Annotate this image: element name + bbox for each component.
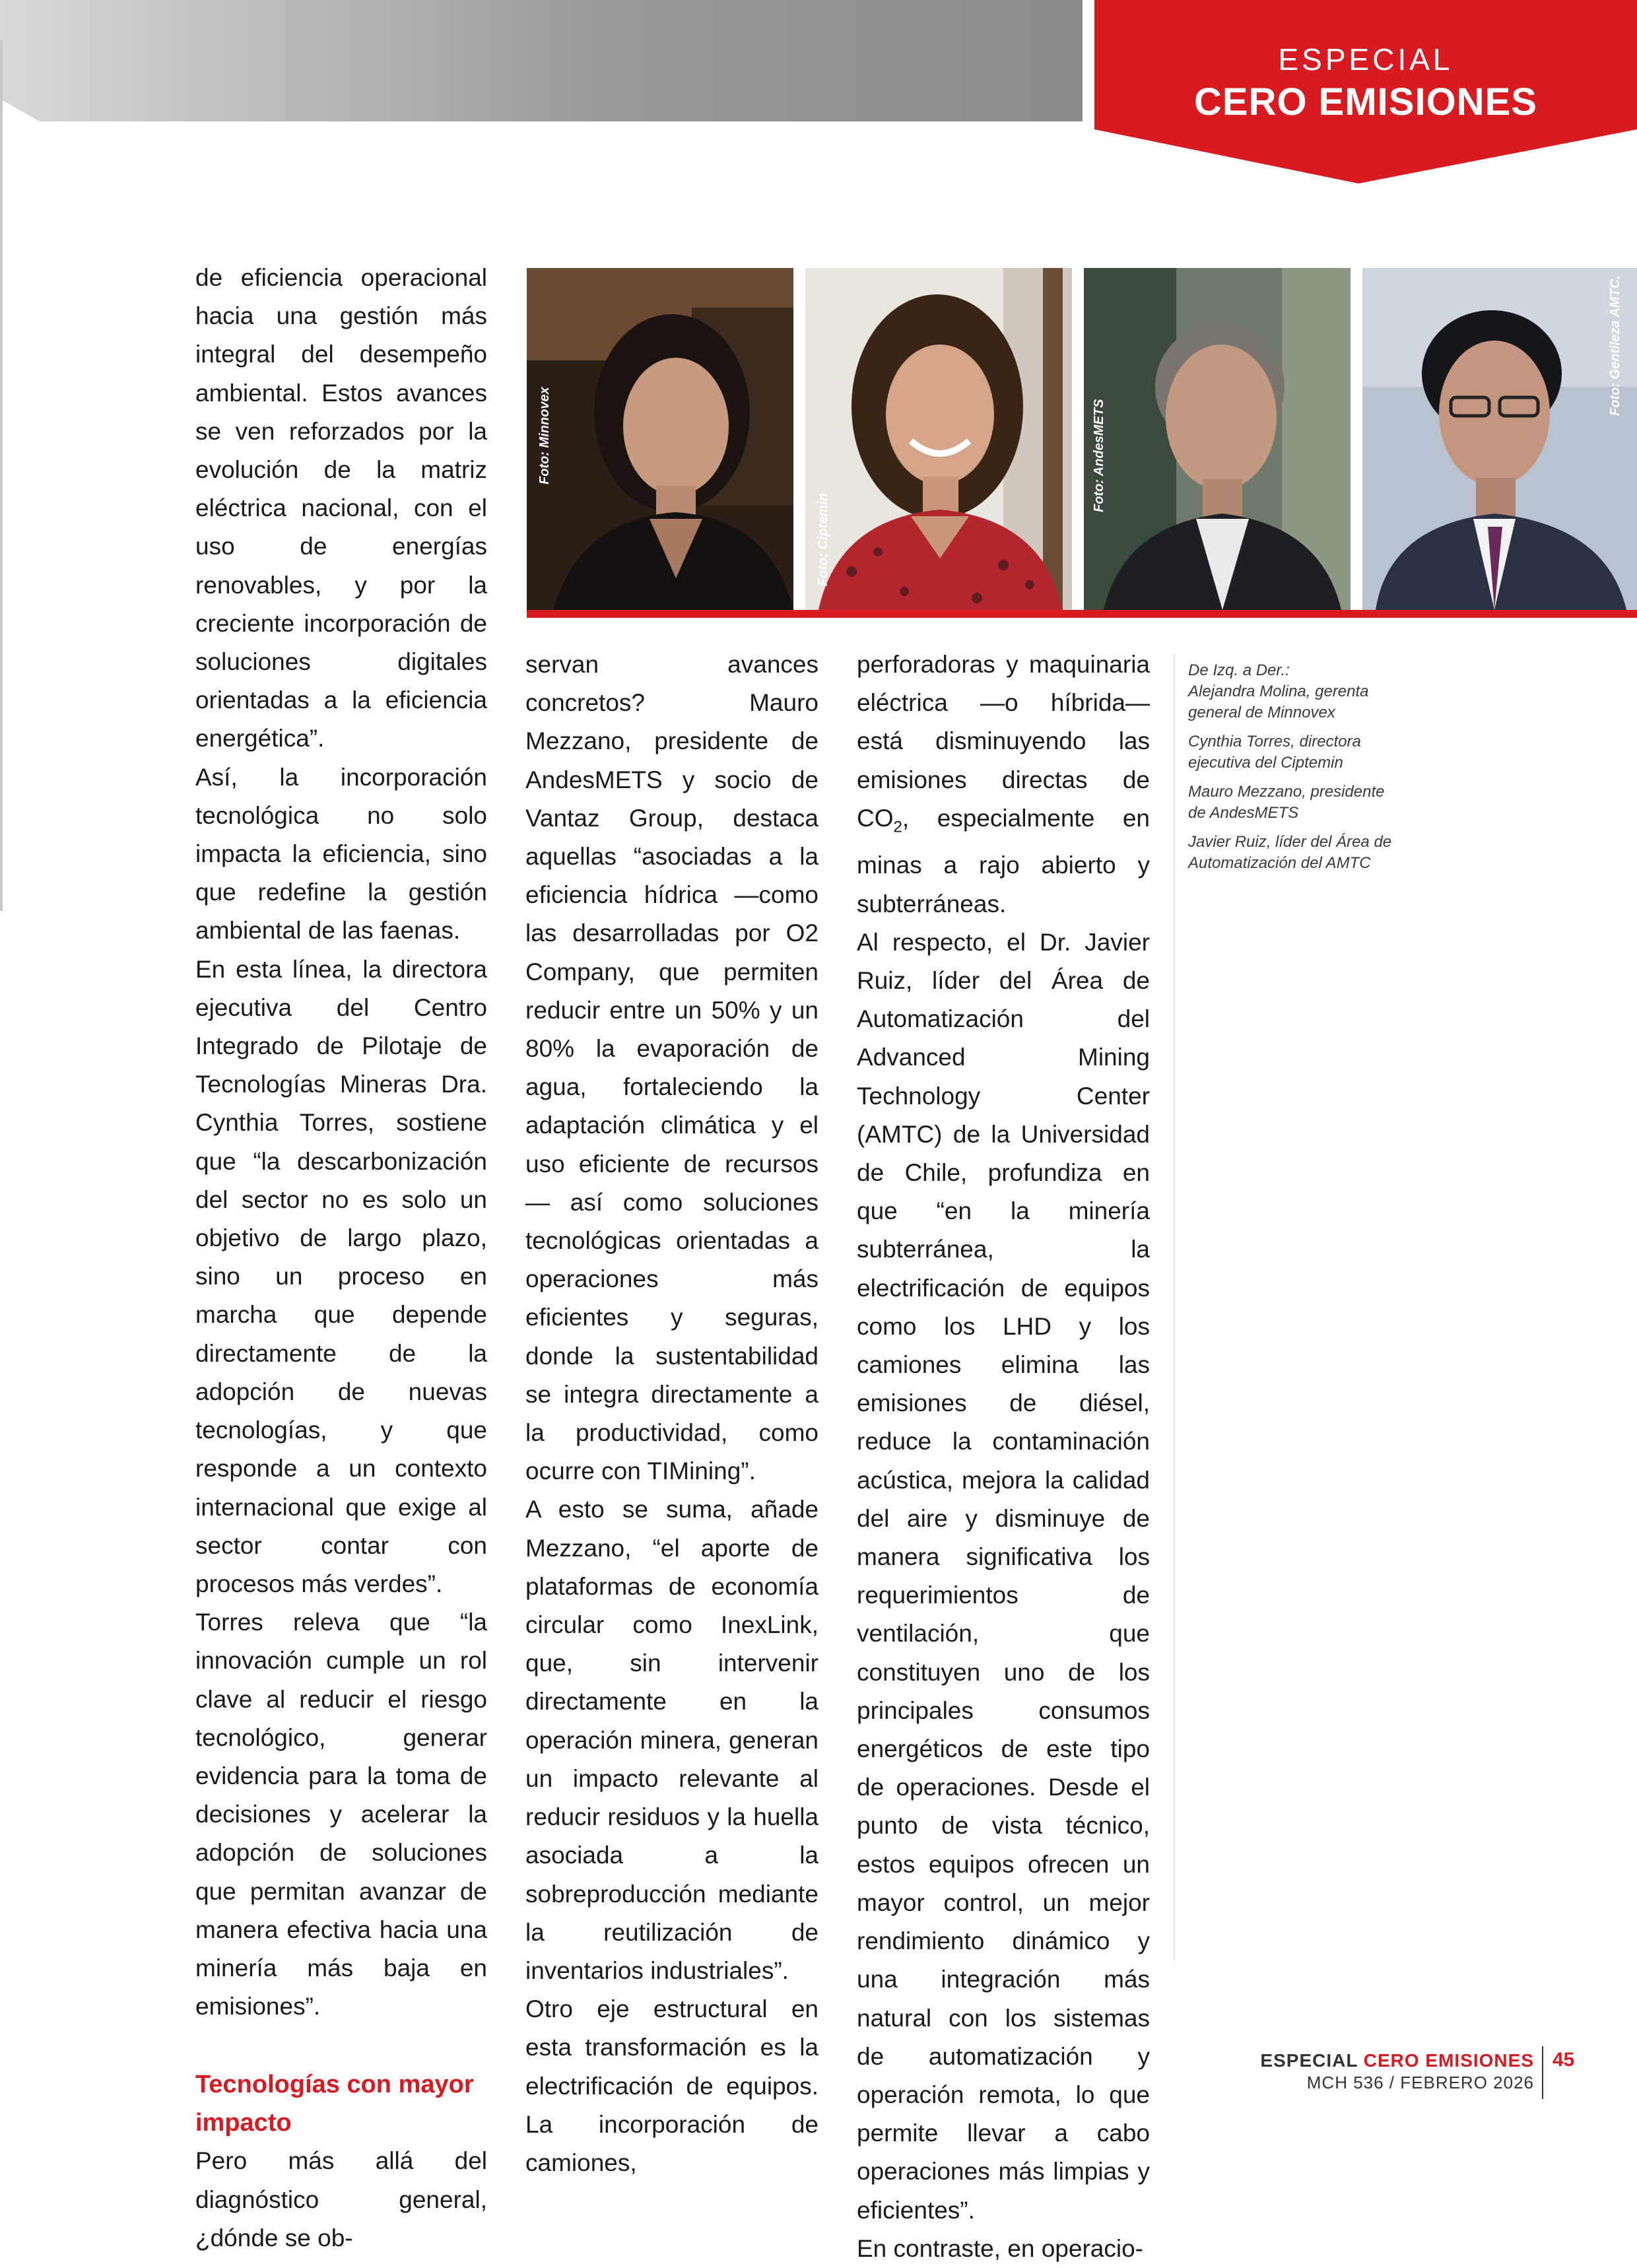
article-column-3 [857,646,1150,2268]
article-column-2 [525,646,818,2182]
article-column-1 [195,259,487,2257]
banner-line-especial: ESPECIAL [1278,42,1453,77]
paragraph: Pero más allá del diagnóstico general, ¿dónde se ob- [195,2147,487,2251]
paragraph: En esta línea, la directora ejecutiva del Centro Integrado de Pilotaje de Tecnologías Mineras Dra. Cynthia Torres, sostiene que “la descarbonización del sector no es solo un objetivo de largo plazo, sino un proceso en marcha que depende directamente de la adopción de nuevas tecnologías, y que responde a un contexto internacional que exige al sector contar con procesos más verdes”. [195,955,487,1597]
footer-section [1260,2050,1534,2072]
page-number: 45 [1553,2049,1575,2071]
paragraph: servan avances concretos? Mauro Mezzano, presidente de AndesMETS y socio de Vantaz Group, destaca aquellas “asociadas a la eficiencia hídrica —como las desarrolladas por O2 Company, que permiten reducir entre un 50% y un 80% la evaporación de agua, fortaleciendo la adaptación climática y el uso eficiente de recursos— así como soluciones tecnológicas orientadas a operaciones más eficientes y seguras, donde la sustentabilidad se integra directamente a la productividad, como ocurre con TIMining”. [525,651,818,1485]
paragraph: de eficiencia operacional hacia una gestión más integral del desempeño ambiental. Estos avances se ven reforzados por la evolución de la matriz eléctrica nacional, con el uso de energías renovables, y por la creciente incorporación de soluciones digitales orientadas a la eficiencia energética”. [195,264,487,752]
photo-cynthia-torres [805,268,1072,610]
subscript: 2 [893,818,902,836]
photo-credit: Foto: Ciptemin [816,492,830,586]
paragraph [857,646,1150,923]
photo-alejandra-molina [527,268,793,610]
section-banner-text [1094,40,1637,125]
portrait-woman-dark-hair-icon [527,268,793,610]
photo-mauro-mezzano [1084,268,1351,610]
page-footer [1260,2050,1534,2093]
section-subheading: Tecnologías con mayor impacto [195,2071,474,2137]
portrait-man-glasses-icon [1362,268,1637,610]
photo-javier-ruiz [1362,268,1637,610]
paragraph: Al respecto, el Dr. Javier Ruiz, líder del Área de Automatización del Advanced Mining Technology Center (AMTC) de la Universidad de Chile, profundiza en que “en la minería subterránea, la electrificación de equipos como los LHD y los camiones elimina las emisiones de diésel, reduce la contaminación acústica, mejora la calidad del aire y disminuye de manera significativa los requerimientos de ventilación, que constituyen uno de los principales consumos energéticos de este tipo de operaciones. Desde el punto de vista técnico, estos equipos ofrecen un mayor control, un mejor rendimiento dinámico y una integración más natural con los sistemas de automatización y operación remota, lo que permite llevar a cabo operaciones más limpias y eficientes”. [857,928,1150,2224]
portrait-woman-smiling-icon [805,268,1072,610]
caption-divider [1174,653,1175,1960]
photo-captions [1188,660,1399,882]
header-gray-band [0,0,1083,121]
caption-intro: De Izq. a Der.: [1188,661,1290,679]
caption-item: Alejandra Molina, gerenta general de Minnovex [1188,683,1369,721]
paragraph: Torres releva que “la innovación cumple un rol clave al reducir el riesgo tecnológico, generar evidencia para la toma de decisiones y acelerar la adopción de soluciones que permitan avanzar de manera efectiva hacia una minería más baja en emisiones”. [195,1609,487,2020]
footer-issue: MCH 536 / FEBRERO 2026 [1306,2073,1534,2092]
page-edge-line [0,40,3,911]
footer-especial: ESPECIAL [1260,2050,1358,2071]
text-run: perforadoras y maquinaria eléctrica —o híbrida— está disminuyendo las emisiones directas de CO [857,651,1150,832]
footer-cero-emisiones: CERO EMISIONES [1363,2050,1534,2071]
caption-item: Cynthia Torres, directora ejecutiva del Ciptemin [1188,733,1361,772]
paragraph: Otro eje estructural en esta transformación es la electrificación de equipos. La incorporación de camiones, [525,1995,818,2176]
caption-item: Javier Ruiz, líder del Área de Automatización del AMTC [1188,833,1392,872]
banner-line-cero-emisiones: CERO EMISIONES [1194,81,1537,123]
text-run: , especialmente en minas a rajo abierto y subterráneas. [857,804,1150,917]
photo-credit: Foto: Gentileza AMTC. [1608,275,1622,416]
paragraph: A esto se suma, añade Mezzano, “el aporte de plataformas de economía circular como InexLink, que, sin intervenir directamente en la operación minera, generan un impacto relevante al reducir residuos y la huella asociada a la sobreproducción mediante la reutilización de inventarios industriales”. [525,1496,818,1984]
footer-separator [1542,2046,1543,2099]
photo-credit: Foto: AndesMETS [1092,399,1106,512]
portrait-man-grey-hair-icon [1084,268,1351,610]
photo-credit: Foto: Minnovex [537,387,552,484]
paragraph: En contraste, en operacio- [857,2234,1143,2262]
paragraph: Así, la incorporación tecnológica no solo impacta la eficiencia, sino que redefine la gestión ambiental de las faenas. [195,763,487,945]
caption-item: Mauro Mezzano, presidente de AndesMETS [1188,783,1385,822]
photo-red-rule [527,610,1637,618]
